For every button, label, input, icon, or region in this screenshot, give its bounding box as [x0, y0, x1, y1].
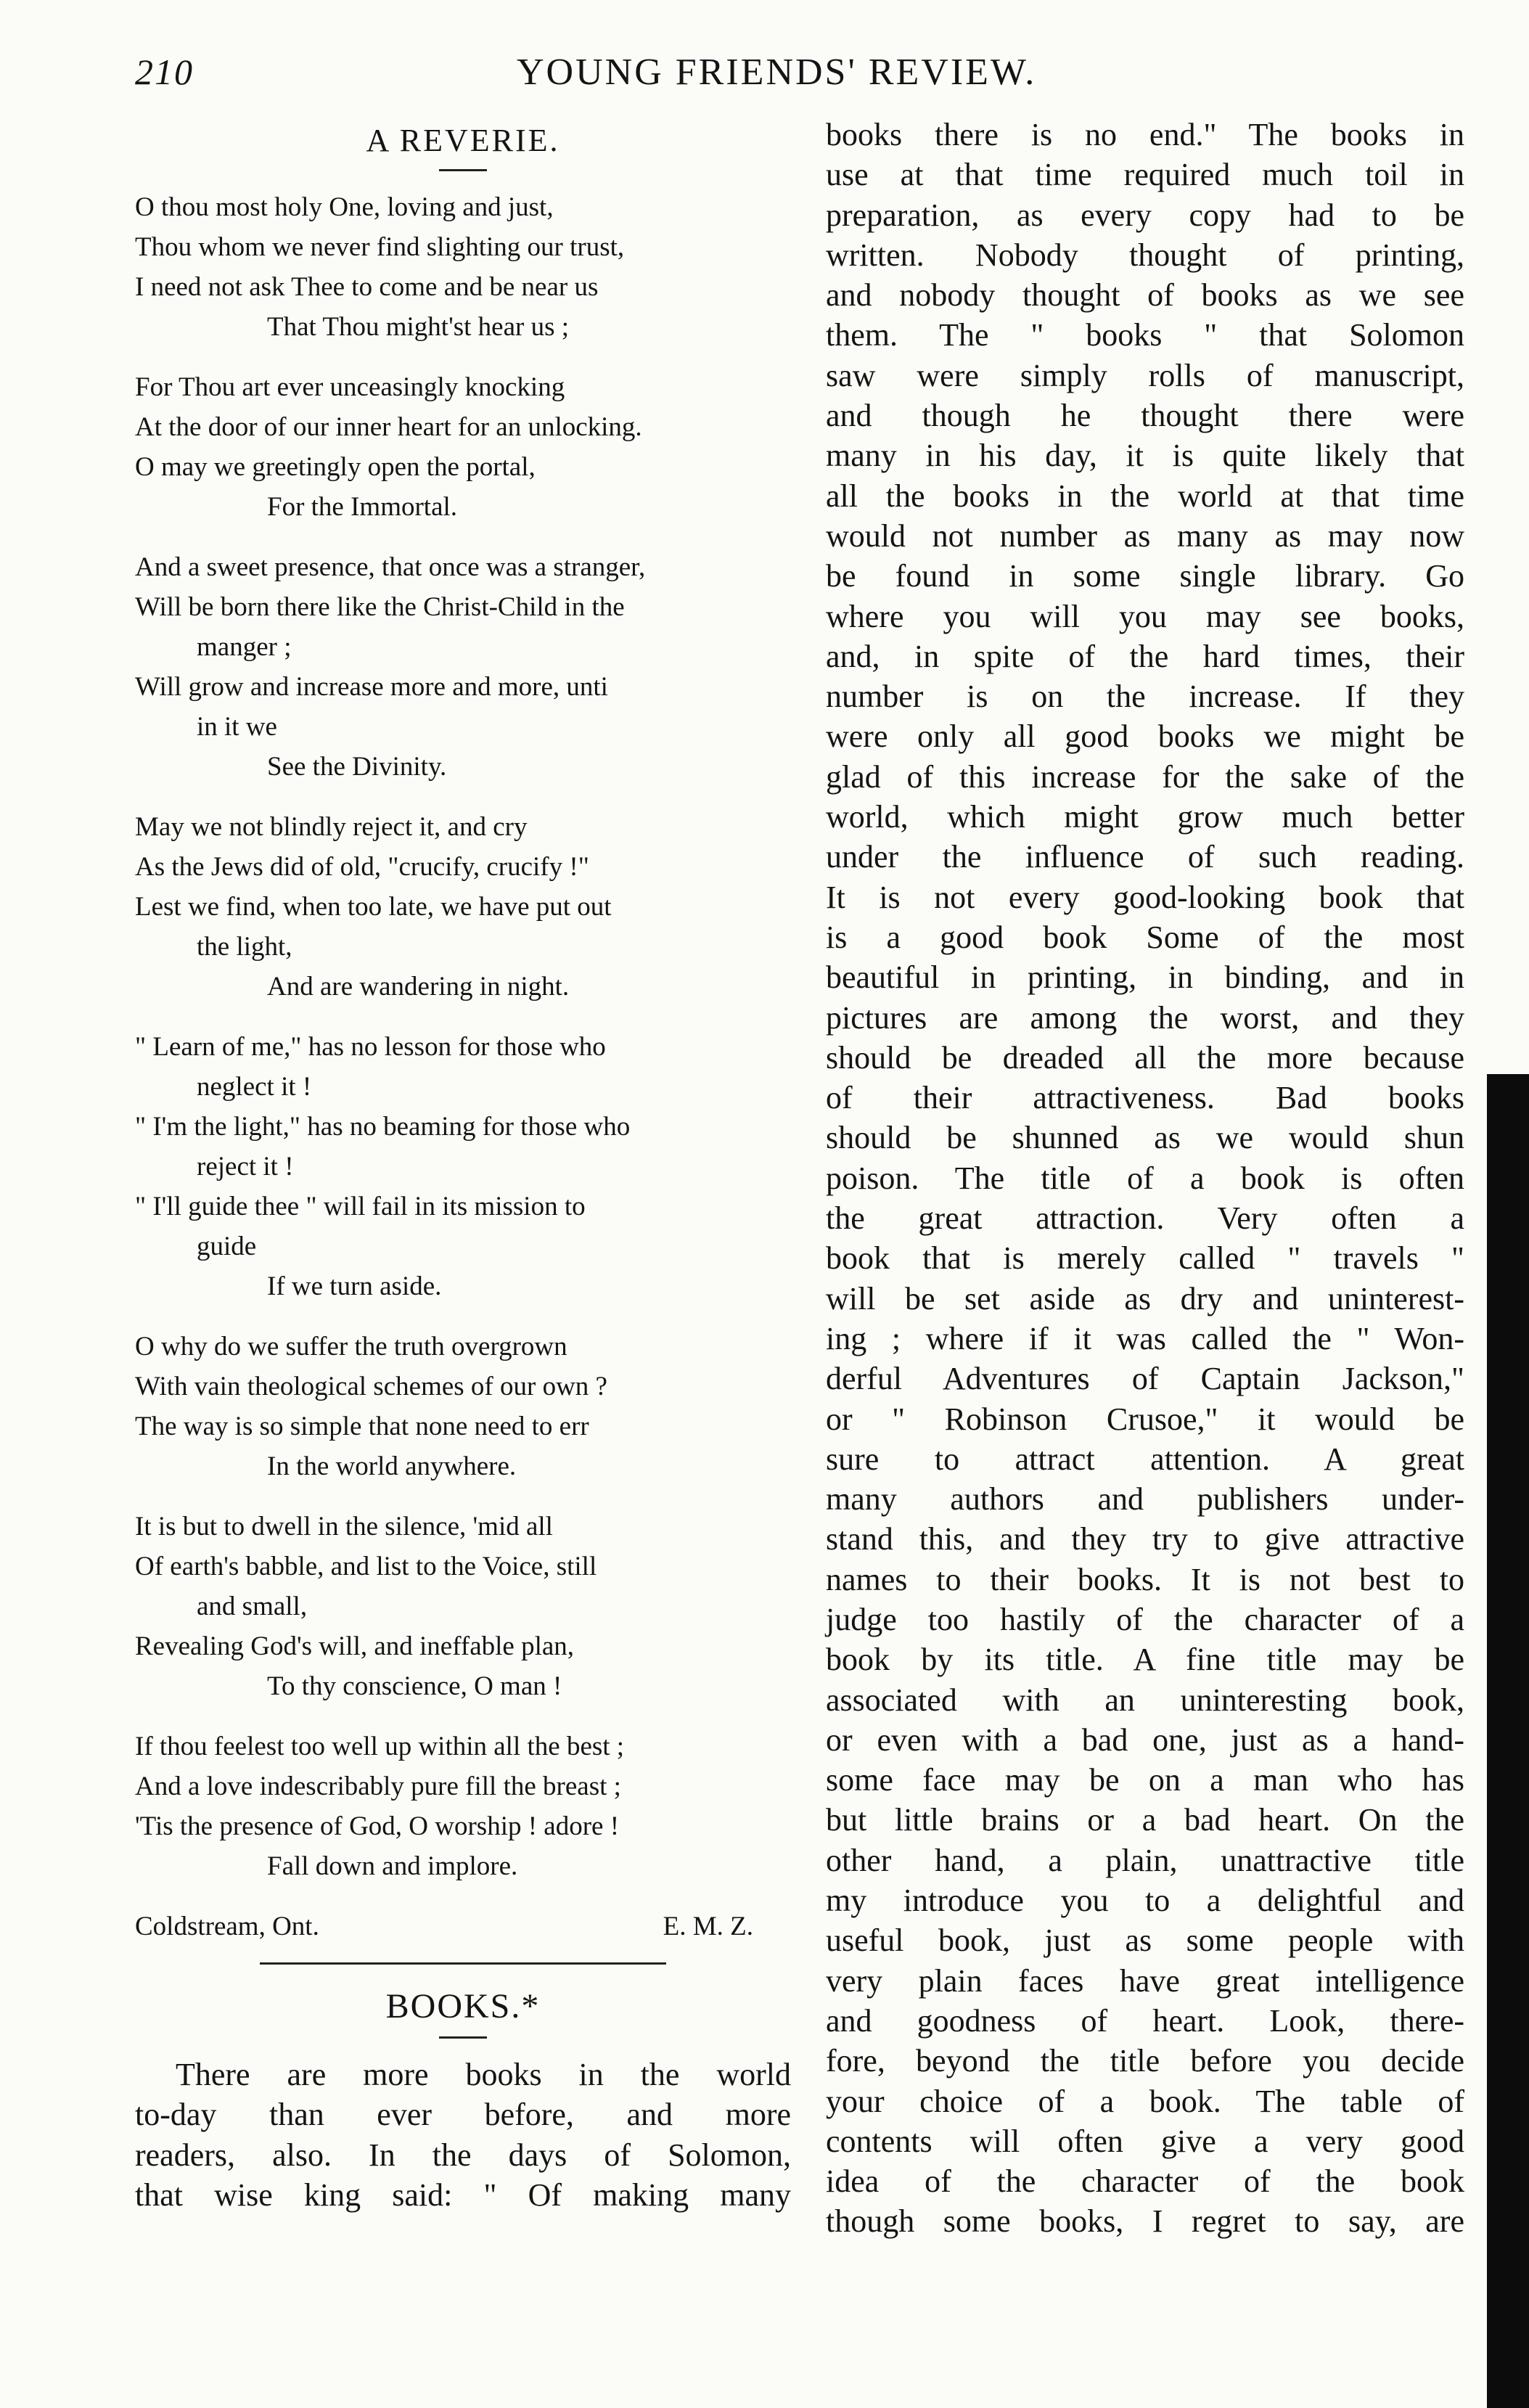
poem-line: May we not blindly reject it, and cry	[135, 812, 528, 842]
article-line: other hand, a plain, unattractive title	[826, 1842, 1464, 1878]
poem-line: And are wandering in night.	[267, 972, 570, 1002]
article-line: that wise king said: " Of making many	[135, 2176, 791, 2213]
poem-stanza	[135, 1507, 791, 1706]
poem-line: To thy conscience, O man !	[267, 1671, 562, 1701]
poem-line: Revealing God's will, and ineffable plan,	[135, 1631, 575, 1661]
left-column	[135, 115, 791, 2215]
poem-line: See the Divinity.	[267, 752, 447, 782]
article-line: were only all good books we might be	[826, 718, 1464, 755]
article-line: or " Robinson Crusoe," it would be	[826, 1401, 1464, 1437]
poem-line: Fall down and implore.	[267, 1851, 518, 1881]
poem-line: For Thou art ever unceasingly knocking	[135, 372, 565, 402]
article-line: judge too hastily of the character of a	[826, 1601, 1464, 1637]
poem-line: Thou whom we never find slighting our trust,	[135, 232, 625, 262]
article-line: useful book, just as some people with	[826, 1922, 1464, 1959]
article-line: pictures are among the worst, and they	[826, 999, 1464, 1036]
poem-line: the light,	[197, 932, 292, 962]
poem-line: in it we	[197, 712, 277, 742]
poem-line: For the Immortal.	[267, 492, 458, 522]
poem-line: " I'm the light," has no beaming for those who	[135, 1112, 631, 1142]
article-line: but little brains or a bad heart. On the	[826, 1802, 1464, 1838]
poem-line: Of earth's babble, and list to the Voice, still	[135, 1552, 597, 1581]
article-line: is a good book Some of the most	[826, 919, 1464, 955]
poem-stanza	[135, 187, 791, 347]
article-line: contents will often give a very good	[826, 2123, 1464, 2159]
article-line: and though he thought there were	[826, 398, 1464, 434]
poem-line: Will grow and increase more and more, unti	[135, 672, 608, 702]
poem-line: Lest we find, when too late, we have put out	[135, 892, 612, 922]
poem-title: A REVERIE.	[366, 123, 560, 158]
article-line: them. The " books " that Solomon	[826, 317, 1464, 353]
article-line: fore, beyond the title before you decide	[826, 2043, 1464, 2079]
article-line: There are more books in the world	[176, 2057, 791, 2092]
poem-line: manger ;	[197, 632, 292, 662]
title-rule	[439, 169, 487, 171]
running-head	[0, 51, 1529, 109]
article-line: poison. The title of a book is often	[826, 1160, 1464, 1196]
article-line: readers, also. In the days of Solomon,	[135, 2137, 791, 2173]
article-line: very plain faces have great intelligence	[826, 1962, 1464, 1999]
article-line: many in his day, it is quite likely that	[826, 438, 1464, 474]
article-line: book that is merely called " travels "	[826, 1240, 1464, 1277]
poem-stanza	[135, 367, 791, 527]
article-line: of their attractiveness. Bad books	[826, 1080, 1464, 1116]
journal-title: YOUNG FRIENDS' REVIEW.	[517, 52, 1037, 93]
poem-stanza	[135, 1027, 791, 1306]
poem-line: reject it !	[197, 1152, 294, 1182]
article-line: and nobody thought of books as we see	[826, 277, 1464, 314]
section-divider	[260, 1962, 666, 1965]
poem-line: The way is so simple that none need to err	[135, 1412, 589, 1441]
article-line: preparation, as every copy had to be	[826, 197, 1464, 233]
article-line: some face may be on a man who has	[826, 1762, 1464, 1798]
poem-place: Coldstream, Ont.	[135, 1912, 319, 1941]
poem-line: I need not ask Thee to come and be near us	[135, 272, 599, 302]
article-line: beautiful in printing, in binding, and in	[826, 959, 1464, 996]
poem-signoff	[135, 1907, 791, 1946]
poem-line: As the Jews did of old, "crucify, crucify !"	[135, 852, 589, 882]
article-line: many authors and publishers under-	[826, 1481, 1464, 1518]
poem-line: And a love indescribably pure fill the breast ;	[135, 1772, 621, 1801]
article-left-text	[135, 2055, 791, 2215]
article-title-rule	[439, 2036, 487, 2039]
article-line: your choice of a book. The table of	[826, 2083, 1464, 2119]
article-line: would not number as many as may now	[826, 517, 1464, 554]
poem-line: O may we greetingly open the portal,	[135, 452, 536, 482]
poem-line: And a sweet presence, that once was a stranger,	[135, 552, 646, 582]
article-line: derful Adventures of Captain Jackson,"	[826, 1361, 1464, 1397]
poem-author: E. M. Z.	[663, 1912, 753, 1941]
article-line: to-day than ever before, and more	[135, 2097, 791, 2133]
article-right-text	[826, 115, 1464, 2242]
article-line: books there is no end." The books in	[826, 117, 1464, 152]
article-line: the great attraction. Very often a	[826, 1200, 1464, 1237]
article-line: glad of this increase for the sake of the	[826, 758, 1464, 795]
article-line: and, in spite of the hard times, their	[826, 638, 1464, 674]
article-line: stand this, and they try to give attractive	[826, 1521, 1464, 1557]
article-line: should be shunned as we would shun	[826, 1120, 1464, 1156]
article-line: my introduce you to a delightful and	[826, 1883, 1464, 1919]
poem-line: " Learn of me," has no lesson for those who	[135, 1032, 606, 1062]
poem-line: neglect it !	[197, 1072, 312, 1102]
poem-line: If thou feelest too well up within all the best ;	[135, 1732, 625, 1761]
poem-line: In the world anywhere.	[267, 1451, 517, 1481]
poem-line: It is but to dwell in the silence, 'mid all	[135, 1512, 553, 1541]
right-column	[826, 115, 1464, 2242]
article-line: sure to attract attention. A great	[826, 1441, 1464, 1477]
article-line: and goodness of heart. Look, there-	[826, 2002, 1464, 2039]
poem-line: " I'll guide thee " will fail in its mission to	[135, 1192, 586, 1221]
article-line: ing ; where if it was called the " Won-	[826, 1320, 1464, 1356]
poem-line: 'Tis the presence of God, O worship ! adore !	[135, 1811, 620, 1841]
article-line: should be dreaded all the more because	[826, 1039, 1464, 1076]
poem-line: O thou most holy One, loving and just,	[135, 192, 554, 222]
page-number: 210	[135, 52, 194, 92]
article-line: will be set aside as dry and uninterest-	[826, 1280, 1464, 1316]
poem-line: O why do we suffer the truth overgrown	[135, 1332, 567, 1361]
poem-line: guide	[197, 1232, 257, 1261]
article-line: under the influence of such reading.	[826, 839, 1464, 875]
article-title: BOOKS.*	[385, 1987, 541, 2026]
poem-line: That Thou might'st hear us ;	[267, 312, 570, 342]
poem-stanza	[135, 1327, 791, 1486]
poem-line: Will be born there like the Christ-Child in the	[135, 592, 625, 622]
article-line: be found in some single library. Go	[826, 558, 1464, 594]
poem-stanza	[135, 1727, 791, 1886]
poem-stanza	[135, 547, 791, 787]
article-line: written. Nobody thought of printing,	[826, 237, 1464, 273]
article-line: use at that time required much toil in	[826, 157, 1464, 193]
article-line: where you will you may see books,	[826, 598, 1464, 634]
poem-body	[135, 187, 791, 1886]
binding-shadow	[1487, 1074, 1529, 2408]
article-line: all the books in the world at that time	[826, 478, 1464, 514]
article-line: book by its title. A fine title may be	[826, 1642, 1464, 1678]
article-line: world, which might grow much better	[826, 799, 1464, 835]
article-line: names to their books. It is not best to	[826, 1561, 1464, 1597]
article-line: saw were simply rolls of manuscript,	[826, 357, 1464, 393]
poem-line: With vain theological schemes of our own ?	[135, 1372, 607, 1401]
poem-line: If we turn aside.	[267, 1271, 442, 1301]
poem-line: and small,	[197, 1592, 308, 1621]
article-line: number is on the increase. If they	[826, 679, 1464, 715]
article-line: or even with a bad one, just as a hand-	[826, 1721, 1464, 1758]
article-line: idea of the character of the book	[826, 2163, 1464, 2200]
poem-stanza	[135, 807, 791, 1007]
article-line: It is not every good-looking book that	[826, 879, 1464, 915]
article-line: though some books, I regret to say, are	[826, 2203, 1464, 2240]
article-line: associated with an uninteresting book,	[826, 1682, 1464, 1718]
poem-line: At the door of our inner heart for an unlocking.	[135, 412, 642, 442]
